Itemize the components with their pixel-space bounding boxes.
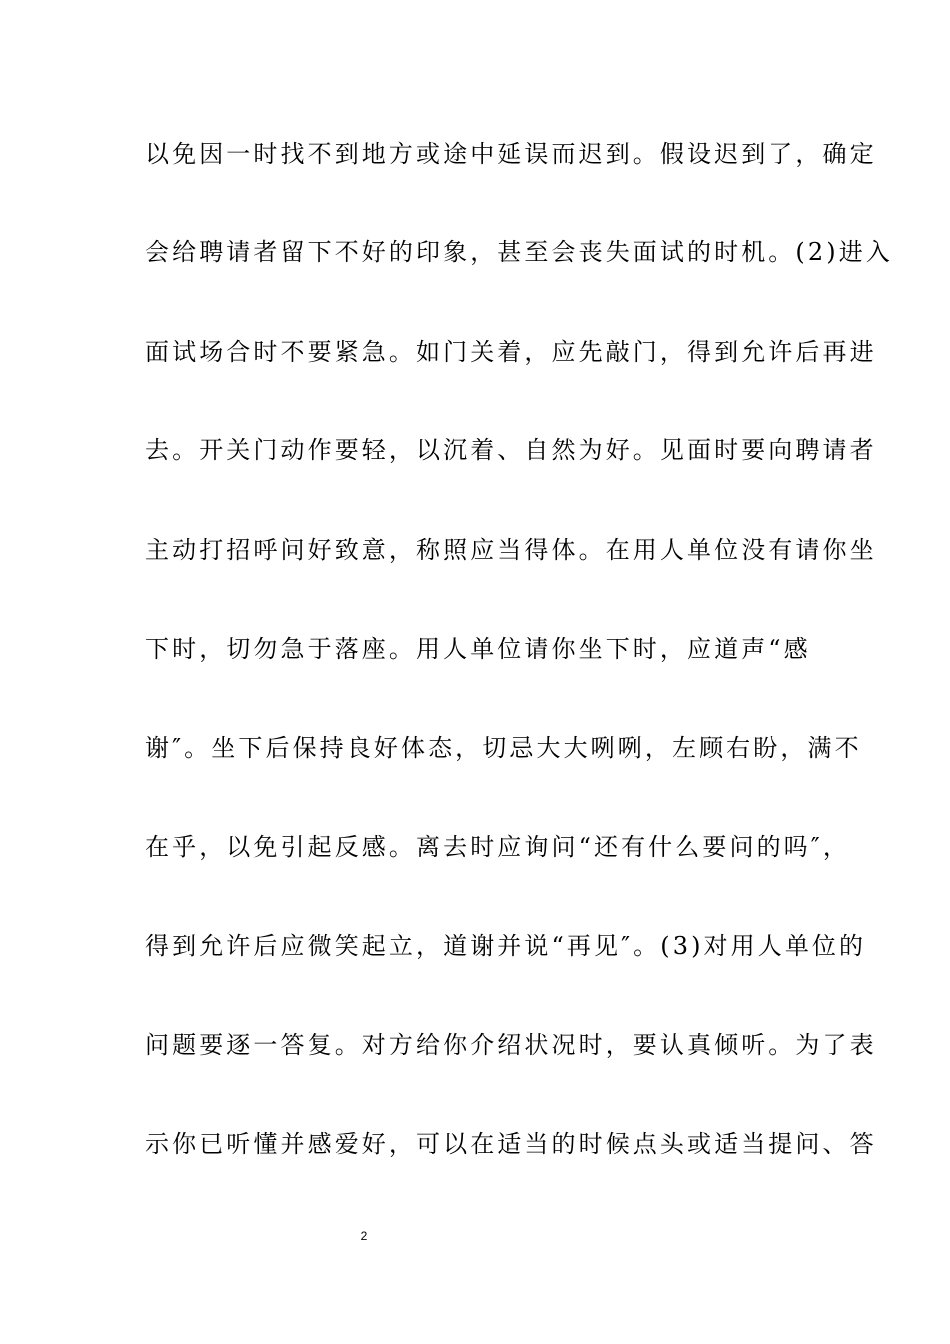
text-line: 会给聘请者留下不好的印象，甚至会丧失面试的时机。(2)进入	[145, 238, 893, 266]
text-line: 下时，切勿急于落座。用人单位请你坐下时，应道声“感	[145, 635, 811, 663]
text-line: 面试场合时不要紧急。如门关着，应先敲门，得到允许后再进	[145, 338, 877, 366]
text-line: 问题要逐一答复。对方给你介绍状况时，要认真倾听。为了表	[145, 1031, 877, 1059]
text-line: 谢″。坐下后保持良好体态，切忌大大咧咧，左顾右盼，满不	[145, 734, 862, 762]
text-line: 以免因一时找不到地方或途中延误而迟到。假设迟到了，确定	[145, 140, 877, 168]
text-line: 在乎，以免引起反感。离去时应询问“还有什么要问的吗″，	[145, 833, 850, 861]
text-line: 示你已听懂并感爱好，可以在适当的时候点头或适当提问、答	[145, 1130, 877, 1158]
text-line: 得到允许后应微笑起立，道谢并说“再见″。(3)对用人单位的	[145, 932, 867, 960]
text-line: 主动打招呼问好致意，称照应当得体。在用人单位没有请你坐	[145, 536, 877, 564]
text-line: 去。开关门动作要轻，以沉着、自然为好。见面时要向聘请者	[145, 436, 877, 464]
page-number: 2	[360, 1229, 368, 1243]
